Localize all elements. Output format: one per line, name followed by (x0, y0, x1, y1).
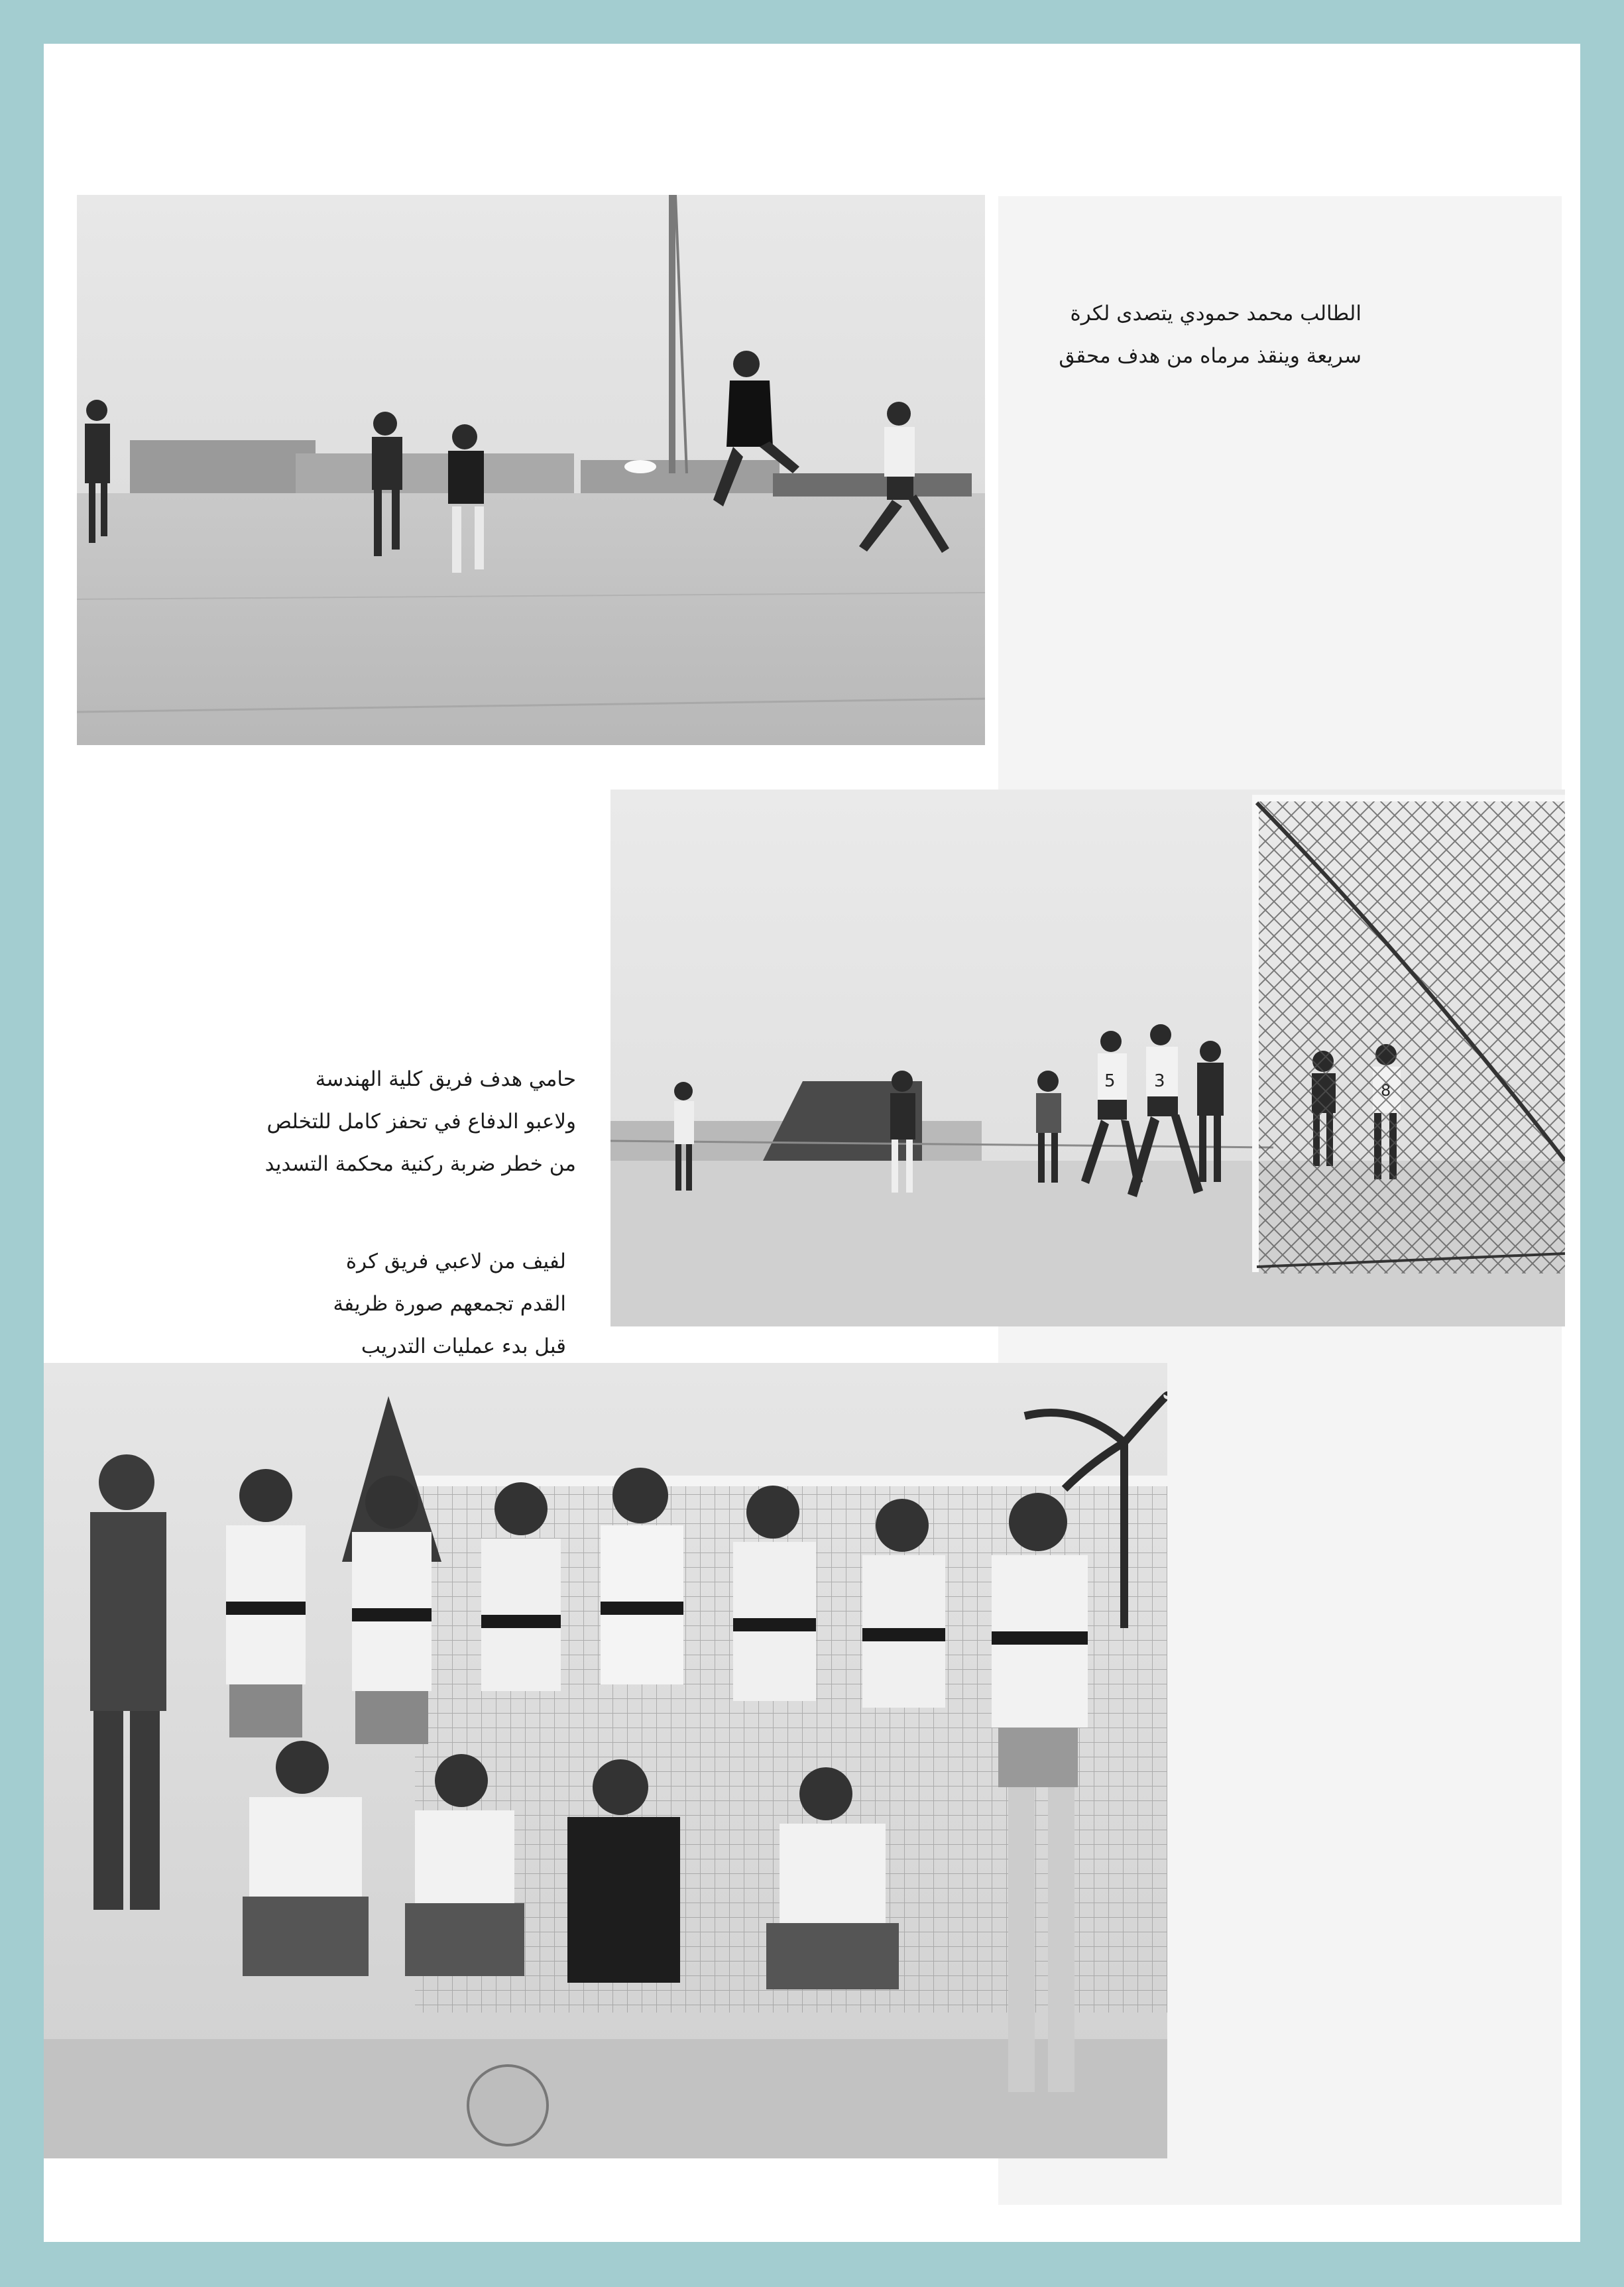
football-action-photo-icon (77, 195, 985, 745)
goalmouth-photo-icon (610, 790, 1565, 1326)
caption-line: سريعة وينقذ مرماه من هدف محقق (1059, 344, 1362, 368)
team-photo-caption (168, 1240, 566, 1368)
caption-line: ولاعبو الدفاع في تحفز كامل للتخلص (266, 1110, 576, 1134)
caption-line: قبل بدء عمليات التدريب (361, 1334, 566, 1358)
jersey-number: 5 (1104, 1071, 1116, 1091)
caption-line: لفيف من لاعبي فريق كرة (345, 1250, 566, 1273)
match-action-photo (77, 195, 985, 745)
match-photo-caption (1017, 292, 1362, 377)
scrapbook-page (44, 44, 1580, 2242)
goalmouth-photo (610, 790, 1565, 1326)
goal-photo-caption (178, 1058, 576, 1185)
team-group-photo (44, 1363, 1167, 2158)
caption-line: الطالب محمد حمودي يتصدى لكرة (1070, 302, 1362, 325)
caption-line: حامي هدف فريق كلية الهندسة (315, 1067, 576, 1091)
caption-line: من خطر ضربة ركنية محكمة التسديد (264, 1152, 576, 1176)
caption-line: القدم تجمعهم صورة ظريفة (333, 1292, 566, 1316)
team-group-photo-icon (44, 1363, 1167, 2158)
jersey-number: 3 (1154, 1071, 1165, 1091)
